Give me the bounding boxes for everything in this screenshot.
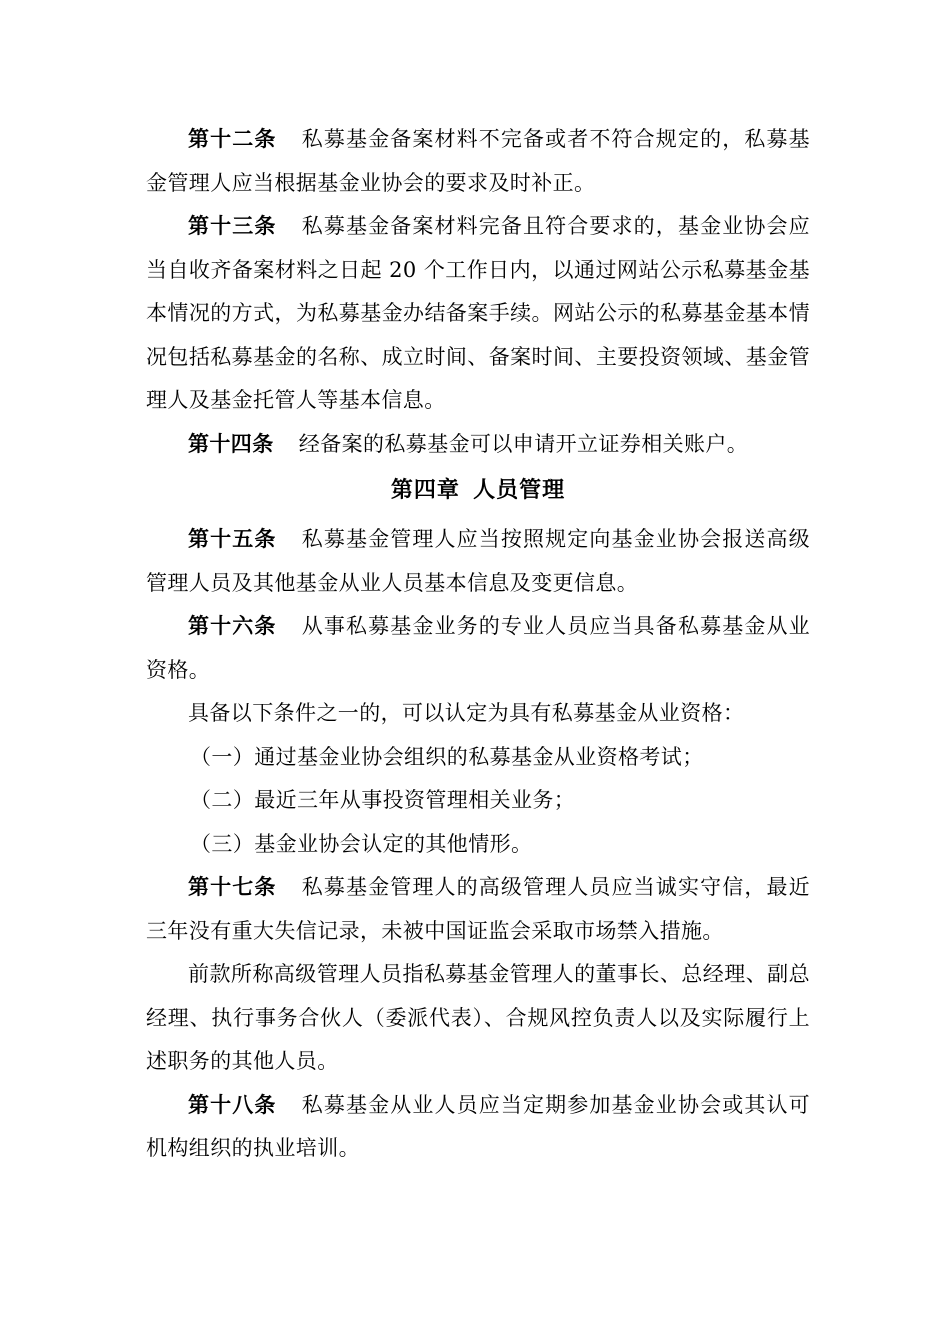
article-18 (146, 1084, 810, 1171)
document-page (146, 118, 810, 1171)
article-16-intro: 具备以下条件之一的，可以认定为具有私募基金从业资格： (188, 701, 745, 725)
article-label: 第十三条 (188, 214, 277, 238)
article-12 (146, 118, 810, 205)
article-17-paragraph-2: 前款所称高级管理人员指私募基金管理人的董事长、总经理、副总经理、执行事务合伙人（委派代表）、合规风控负责人以及实际履行上述职务的其他人员。 (146, 962, 810, 1073)
article-text: 经备案的私募基金可以申请开立证券相关账户。 (298, 431, 749, 456)
article-label: 第十四条 (188, 431, 274, 456)
article-text: 私募基金备案材料不完备或者不符合规定的，私募基金管理人应当根据基金业协会的要求及时补正。 (146, 127, 810, 195)
article-17 (146, 866, 810, 953)
article-text: 私募基金管理人的高级管理人员应当诚实守信，最近三年没有重大失信记录，未被中国证监会采取市场禁入措施。 (146, 875, 810, 943)
list-item: （三）基金业协会认定的其他情形。 (190, 831, 533, 856)
article-text: 私募基金管理人应当按照规定向基金业协会报送高级管理人员及其他基金从业人员基本信息及变更信息。 (146, 527, 810, 595)
article-label: 第十五条 (188, 527, 277, 551)
article-label: 第十六条 (188, 614, 277, 638)
article-14 (146, 423, 810, 467)
article-text: 私募基金备案材料完备且符合要求的，基金业协会应当自收齐备案材料之日起 20 个工作日内，以通过网站公示私募基金基本情况的方式，为私募基金办结备案手续。网站公示的私募基金基本情况包括私募基金的名称、成立时间、备案时间、主要投资领域、基金管理人及基金托管人等基本信息。 (146, 214, 810, 412)
list-item: （一）通过基金业协会组织的私募基金从业资格考试； (190, 744, 704, 769)
chapter-heading (146, 468, 810, 514)
article-text: 私募基金从业人员应当定期参加基金业协会或其认可机构组织的执业培训。 (146, 1092, 810, 1160)
article-label: 第十八条 (188, 1092, 277, 1117)
article-label: 第十七条 (188, 875, 277, 899)
list-item: （二）最近三年从事投资管理相关业务； (190, 788, 576, 812)
article-16 (146, 605, 810, 692)
article-15 (146, 518, 810, 605)
chapter-title: 人员管理 (473, 478, 566, 503)
article-text: 从事私募基金业务的专业人员应当具备私募基金从业资格。 (146, 614, 810, 682)
chapter-number: 第四章 (390, 478, 460, 503)
article-13 (146, 205, 810, 423)
article-label: 第十二条 (188, 127, 277, 151)
